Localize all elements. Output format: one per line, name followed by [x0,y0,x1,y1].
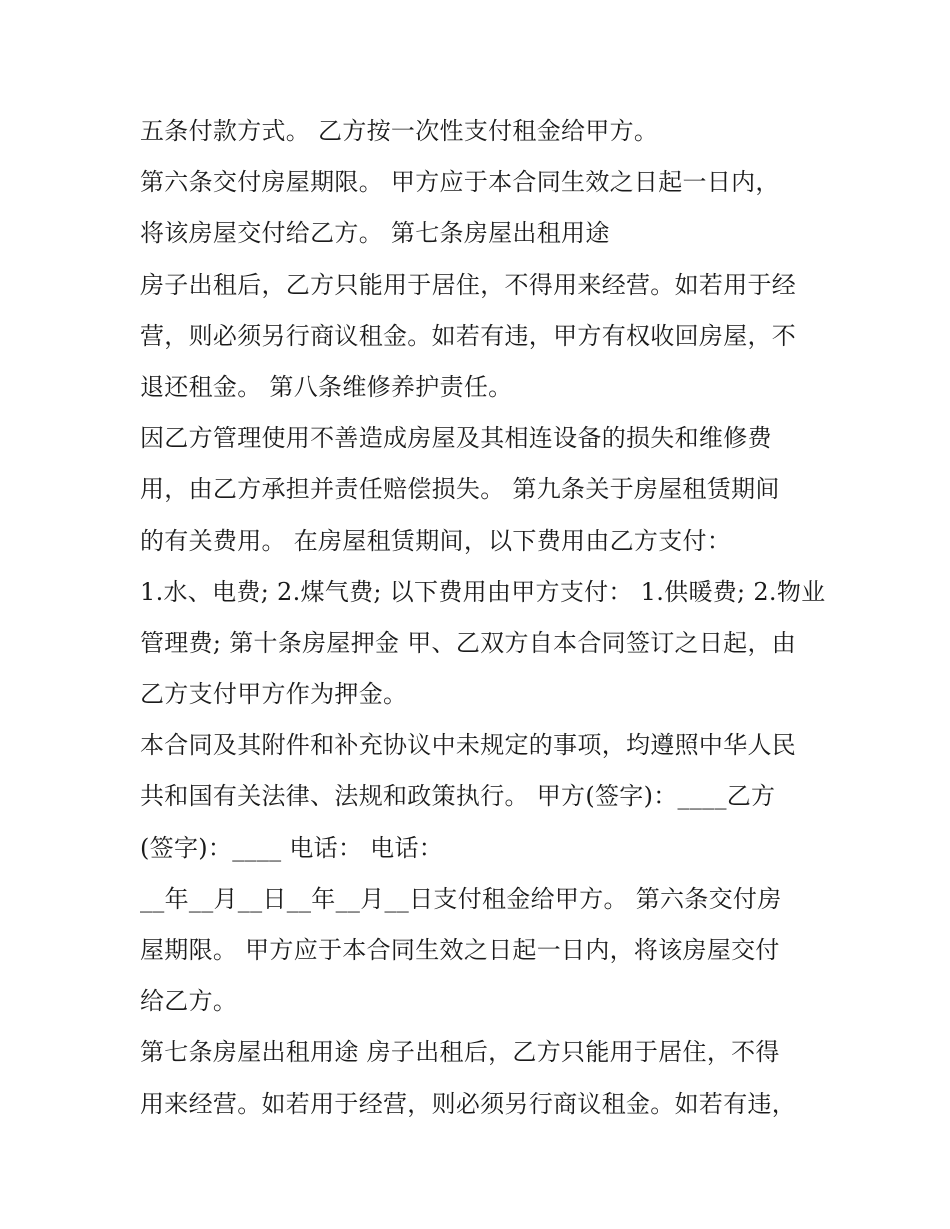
text-line: 本合同及其附件和补充协议中未规定的事项，均遵照中华人民 [140,731,797,760]
text-line: 管理费; 第十条房屋押金 甲、乙双方自本合同签订之日起，由 [140,628,797,657]
text-line: 屋期限。 甲方应于本合同生效之日起一日内，将该房屋交付 [140,936,780,964]
text-line: 用，由乙方承担并责任赔偿损失。 第九条关于房屋租赁期间 [140,475,780,504]
text-line: 房子出租后，乙方只能用于居住，不得用来经营。如若用于经 [140,270,797,299]
text-line: 乙方支付甲方作为押金。 [140,680,408,709]
text-line: 五条付款方式。 乙方按一次性支付租金给甲方。 [140,117,659,145]
text-line: 将该房屋交付给乙方。 第七条房屋出租用途 [140,219,610,248]
text-line: 第七条房屋出租用途 房子出租后，乙方只能用于居住，不得 [140,1038,780,1067]
text-line: (签字)：____ 电话： 电话： [140,833,444,862]
text-line: 1.水、电费; 2.煤气费; 以下费用由甲方支付： 1.供暖费; 2.物业 [140,577,826,606]
text-line: 给乙方。 [140,987,238,1016]
text-line: 退还租金。 第八条维修养护责任。 [140,372,513,401]
text-line: 的有关费用。 在房屋租赁期间，以下费用由乙方支付： [140,526,732,555]
text-line: 用来经营。如若用于经营，则必须另行商议租金。如若有违， [140,1089,797,1118]
text-line: 因乙方管理使用不善造成房屋及其相连设备的损失和维修费 [140,424,772,453]
text-line: __年__月__日__年__月__日支付租金给甲方。 第六条交付房 [140,884,782,913]
text-line: 共和国有关法律、法规和政策执行。 甲方(签字)：____乙方 [140,782,776,811]
contract-text [140,106,826,1130]
text-line: 营，则必须另行商议租金。如若有违，甲方有权收回房屋，不 [140,321,797,350]
text-line: 第六条交付房屋期限。 甲方应于本合同生效之日起一日内， [140,168,780,197]
